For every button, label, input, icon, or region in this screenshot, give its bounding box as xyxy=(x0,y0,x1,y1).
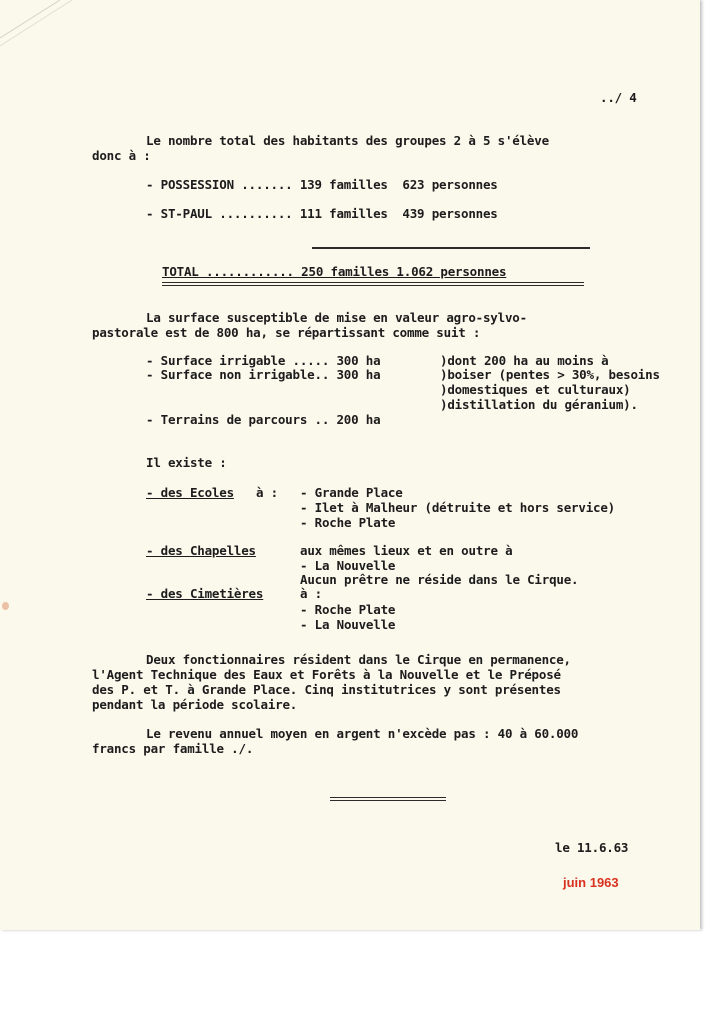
sum-rule-top xyxy=(312,247,590,249)
chapelle-item-1: - La Nouvelle xyxy=(300,558,396,573)
surface-line-1: La surface susceptible de mise en valeur agro-sylvo- xyxy=(146,310,527,325)
cimetiere-item-1: - Roche Plate xyxy=(300,602,396,617)
il-existe: Il existe : xyxy=(146,455,227,470)
paper-crease xyxy=(0,0,80,60)
total-line: TOTAL ............ 250 familles 1.062 personnes xyxy=(162,264,507,279)
paragraph-line-1: Deux fonctionnaires résident dans le Cirque en permanence, xyxy=(146,652,571,667)
ecole-item-1: - Grande Place xyxy=(300,485,403,500)
paragraph-line-2: l'Agent Technique des Eaux et Forêts à la Nouvelle et le Préposé xyxy=(92,667,561,682)
surface-line-2: pastorale est de 800 ha, se répartissant comme suit : xyxy=(92,325,481,340)
chapelles-text: aux mêmes lieux et en outre à xyxy=(300,543,513,558)
revenu-line-2: francs par famille ./. xyxy=(92,741,254,756)
paragraph-line-4: pendant la période scolaire. xyxy=(92,697,298,712)
paragraph-line-3: des P. et T. à Grande Place. Cinq institutrices y sont présentes xyxy=(92,682,561,697)
note-line-2: )boiser (pentes > 30%, besoins xyxy=(440,367,660,382)
note-line-4: )distillation du géranium). xyxy=(440,397,638,412)
chapelles-label: - des Chapelles xyxy=(146,543,256,558)
surface-irrigable: - Surface irrigable ..... 300 ha xyxy=(146,353,381,368)
cimetieres-label: - des Cimetières xyxy=(146,586,264,601)
cimetieres-a: à : xyxy=(300,586,322,601)
ecole-item-3: - Roche Plate xyxy=(300,515,396,530)
document-date: le 11.6.63 xyxy=(555,840,629,855)
st-paul-line: - ST-PAUL .......... 111 familles 439 personnes xyxy=(146,206,498,221)
ecoles-a: à : xyxy=(256,485,278,500)
intro-line-2: donc à : xyxy=(92,148,151,163)
revenu-line-1: Le revenu annuel moyen en argent n'excède pas : 40 à 60.000 xyxy=(146,726,579,741)
ecoles-label: - des Ecoles xyxy=(146,485,234,500)
stain-spot xyxy=(2,602,9,610)
sum-rule-bottom xyxy=(162,282,584,286)
page-marker: ../ 4 xyxy=(600,90,637,105)
note-line-1: )dont 200 ha au moins à xyxy=(440,353,609,368)
ecole-item-2: - Ilet à Malheur (détruite et hors service) xyxy=(300,500,616,515)
terrains-parcours: - Terrains de parcours .. 200 ha xyxy=(146,412,381,427)
note-line-3: )domestiques et culturaux) xyxy=(440,382,631,397)
surface-non-irrigable: - Surface non irrigable.. 300 ha xyxy=(146,367,381,382)
possession-line: - POSSESSION ....... 139 familles 623 personnes xyxy=(146,177,498,192)
handwritten-annotation: juin 1963 xyxy=(563,875,619,890)
cimetiere-item-2: - La Nouvelle xyxy=(300,617,396,632)
intro-line-1: Le nombre total des habitants des groupes 2 à 5 s'élève xyxy=(146,133,549,148)
pretre-line: Aucun prêtre ne réside dans le Cirque. xyxy=(300,572,579,587)
closing-rule xyxy=(330,797,446,801)
